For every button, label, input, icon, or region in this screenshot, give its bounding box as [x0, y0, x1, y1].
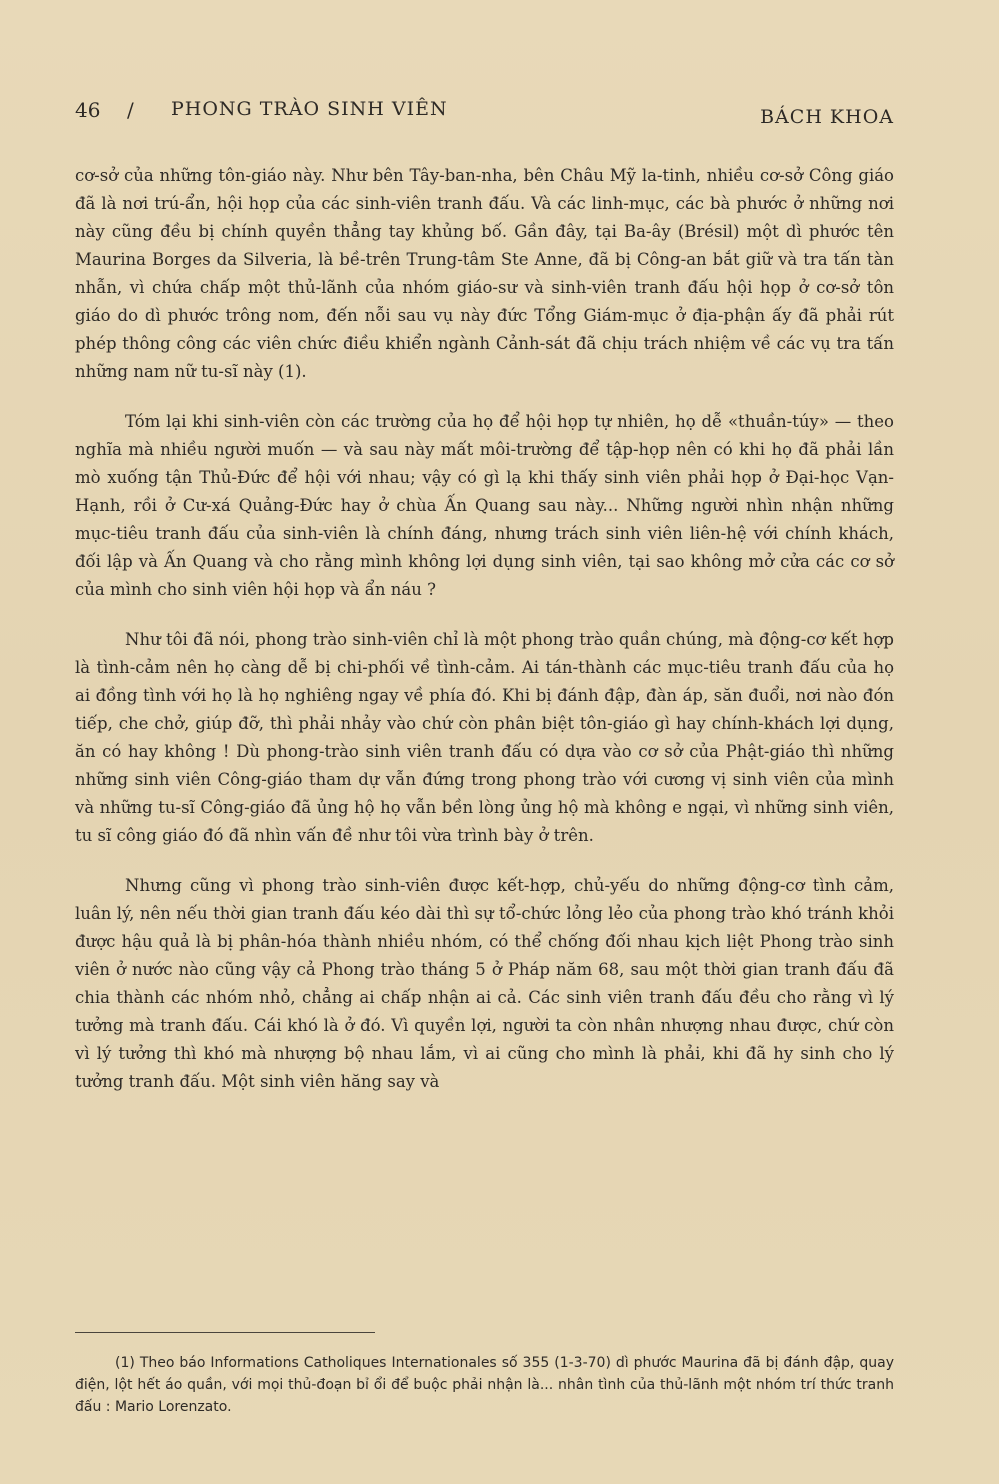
journal-name: BÁCH KHOA — [760, 106, 894, 128]
footnote-divider — [75, 1332, 375, 1333]
paragraph-4: Nhưng cũng vì phong trào sinh-viên được kết-hợp, chủ-yếu do những động-cơ tình cảm, luân lý, nên nếu thời gian tranh đấu kéo dài thì sự tổ-chức lỏng lẻo của phong trào khó tránh khỏi được hậu quả là bị phân-hóa thành nhiều nhóm, có thể chống đối nhau kịch liệt Phong trào sinh viên ở nước nào cũng vậy cả Phong trào tháng 5 ở Pháp năm 68, sau một thời gian tranh đấu đã chia thành các nhóm nhỏ, chẳng ai chấp nhận ai cả. Các sinh viên tranh đấu đều cho rằng vì lý tưởng mà tranh đấu. Cái khó là ở đó. Vì quyền lợi, người ta còn nhân nhượng nhau được, chứ còn vì lý tưởng thì khó mà nhượng bộ nhau lắm, vì ai cũng cho mình là phải, khi đã hy sinh cho lý tưởng tranh đấu. Một sinh viên hăng say và — [75, 876, 894, 1091]
page-number: 46 — [75, 98, 101, 122]
header-separator: / — [127, 98, 134, 122]
footnote: (1) Theo báo Informations Catholiques Internationales số 355 (1-3-70) dì phước Maurina đã bị đánh đập, quay điện, lột hết áo quần, với mọi thủ-đoạn bỉ ổi để buộc phải nhận là... nhân tình của thủ-lãnh một nhóm trí thức tranh đấu : Mario Lorenzato. — [75, 1355, 894, 1415]
article-body — [75, 162, 894, 1118]
paragraph-1: cơ-sở của những tôn-giáo này. Như bên Tây-ban-nha, bên Châu Mỹ la-tinh, nhiều cơ-sở Công giáo đã là nơi trú-ẩn, hội họp của các sinh-viên tranh đấu. Và các linh-mục, các bà phước ở những nơi này cũng đều bị chính quyền thẳng tay khủng bố. Gần đây, tại Ba-ây (Brésil) một dì phước tên Maurina Borges da Silveria, là bề-trên Trung-tâm Ste Anne, đã bị Công-an bắt giữ và tra tấn tàn nhẫn, vì chứa chấp một thủ-lãnh của nhóm giáo-sư và sinh-viên tranh đấu hội họp ở cơ-sở tôn giáo do dì phước trông nom, đến nỗi sau vụ này đức Tổng Giám-mục ở địa-phận ấy đã phải rút phép thông công các viên chức điều khiển ngành Cảnh-sát đã chịu trách nhiệm về các vụ tra tấn những nam nữ tu-sĩ này (1). — [75, 166, 894, 381]
paragraph-2: Tóm lại khi sinh-viên còn các trường của họ để hội họp tự nhiên, họ dễ «thuần-túy» — theo nghĩa mà nhiều người muốn — và sau này mất môi-trường để tập-họp nên có khi họ đã phải lần mò xuống tận Thủ-Đức để hội với nhau; vậy có gì lạ khi thấy sinh viên phải họp ở Đại-học Vạn-Hạnh, rồi ở Cư-xá Quảng-Đức hay ở chùa Ấn Quang sau này... Những người nhìn nhận những mục-tiêu tranh đấu của sinh-viên là chính đáng, nhưng trách sinh viên liên-hệ với chính khách, đối lập và Ấn Quang và cho rằng mình không lợi dụng sinh viên, tại sao không mở cửa các cơ sở của mình cho sinh viên hội họp và ẩn náu ? — [75, 412, 894, 599]
running-title: PHONG TRÀO SINH VIÊN — [171, 98, 448, 120]
paragraph-3: Như tôi đã nói, phong trào sinh-viên chỉ là một phong trào quần chúng, mà động-cơ kết hợp là tình-cảm nên họ càng dễ bị chi-phối về tình-cảm. Ai tán-thành các mục-tiêu tranh đấu của họ ai đồng tình với họ là họ nghiêng ngay về phía đó. Khi bị đánh đập, đàn áp, săn đuổi, nơi nào đón tiếp, che chở, giúp đỡ, thì phải nhảy vào chứ còn phân biệt tôn-giáo gì hay chính-khách lợi dụng, ăn có hay không ! Dù phong-trào sinh viên tranh đấu có dựa vào cơ sở của Phật-giáo thì những những sinh viên Công-giáo tham dự vẫn đứng trong phong trào với cương vị sinh viên của mình và những tu-sĩ Công-giáo đã ủng hộ họ vẫn bền lòng ủng hộ mà không e ngại, vì những sinh viên, tu sĩ công giáo đó đã nhìn vấn đề như tôi vừa trình bày ở trên. — [75, 630, 894, 845]
page-header — [75, 92, 894, 132]
